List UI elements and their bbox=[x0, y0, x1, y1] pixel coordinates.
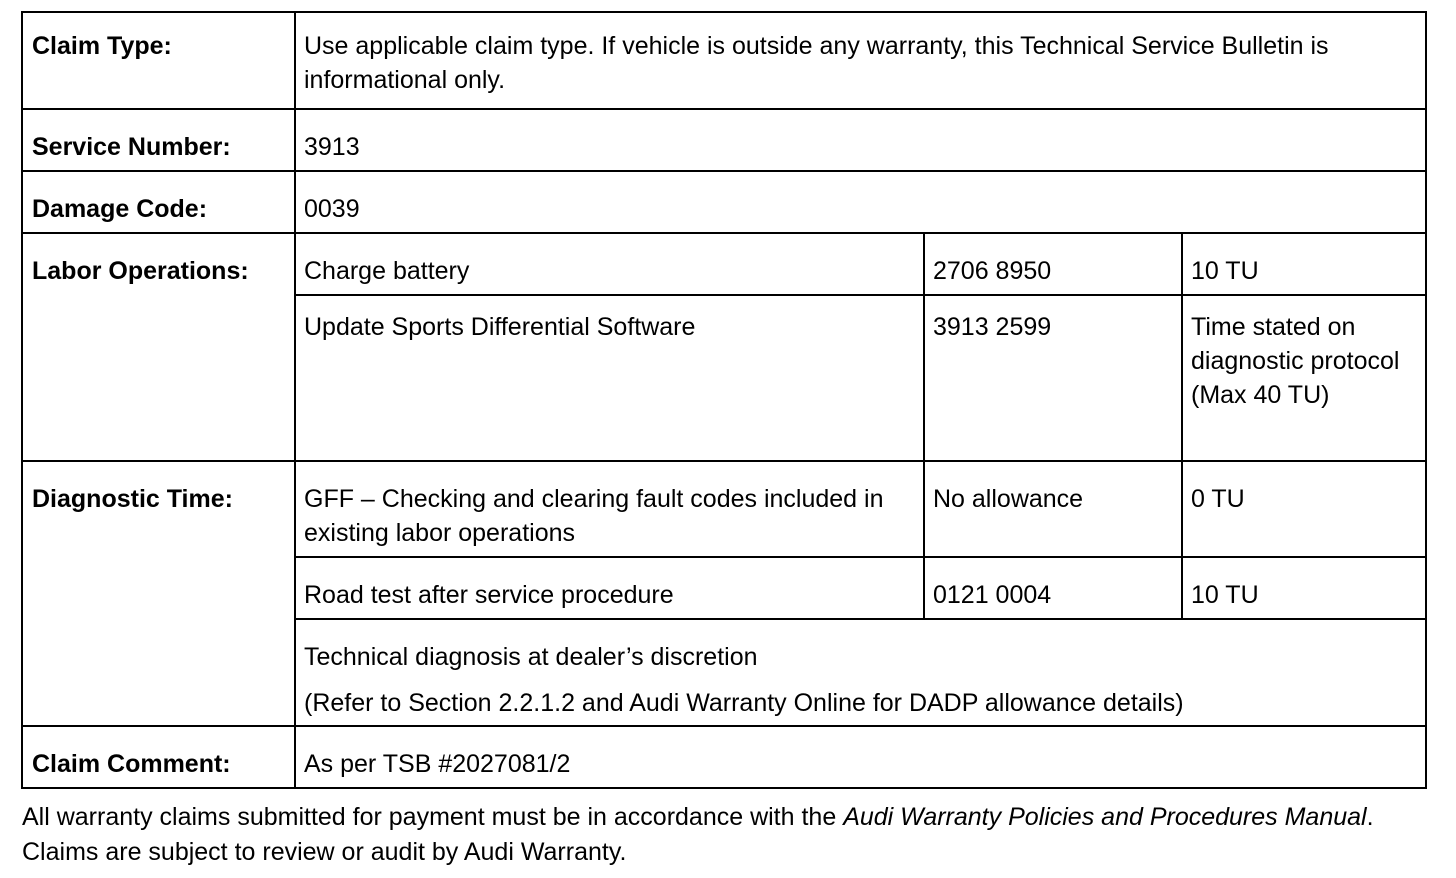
service-number-label: Service Number: bbox=[22, 109, 295, 171]
diagnostic-time-value: 10 TU bbox=[1182, 557, 1426, 619]
claim-comment-value: As per TSB #2027081/2 bbox=[295, 726, 1426, 788]
service-number-row bbox=[22, 109, 1426, 171]
labor-operation-time: 10 TU bbox=[1182, 233, 1426, 295]
claim-type-row bbox=[22, 12, 1426, 109]
warranty-claim-table bbox=[21, 11, 1427, 789]
technical-diagnosis-cell bbox=[295, 619, 1426, 726]
diagnostic-description: Road test after service procedure bbox=[295, 557, 924, 619]
service-number-value: 3913 bbox=[295, 109, 1426, 171]
diagnostic-description: GFF – Checking and clearing fault codes included in existing labor operations bbox=[295, 461, 924, 557]
labor-operation-code: 3913 2599 bbox=[924, 295, 1182, 461]
labor-operation-time: Time stated on diagnostic protocol (Max 40 TU) bbox=[1182, 295, 1426, 461]
labor-operation-description: Update Sports Differential Software bbox=[295, 295, 924, 461]
damage-code-value: 0039 bbox=[295, 171, 1426, 233]
labor-operation-code: 2706 8950 bbox=[924, 233, 1182, 295]
claim-comment-row bbox=[22, 726, 1426, 788]
diagnostic-time-row bbox=[22, 461, 1426, 557]
warranty-footer-note bbox=[22, 800, 1434, 870]
claim-type-label: Claim Type: bbox=[22, 12, 295, 109]
diagnostic-time-value: 0 TU bbox=[1182, 461, 1426, 557]
labor-operation-description: Charge battery bbox=[295, 233, 924, 295]
labor-operations-label: Labor Operations: bbox=[22, 233, 295, 461]
technical-diagnosis-reference: (Refer to Section 2.2.1.2 and Audi Warranty Online for DADP allowance details) bbox=[304, 689, 1184, 717]
claim-type-value: Use applicable claim type. If vehicle is outside any warranty, this Technical Service Bulletin is informational only. bbox=[295, 12, 1426, 109]
labor-operation-row bbox=[22, 233, 1426, 295]
technical-diagnosis-text: Technical diagnosis at dealer’s discretion bbox=[304, 643, 758, 671]
damage-code-row bbox=[22, 171, 1426, 233]
footer-manual-title: Audi Warranty Policies and Procedures Manual bbox=[843, 803, 1367, 831]
diagnostic-code: No allowance bbox=[924, 461, 1182, 557]
diagnostic-time-label: Diagnostic Time: bbox=[22, 461, 295, 726]
claim-comment-label: Claim Comment: bbox=[22, 726, 295, 788]
damage-code-label: Damage Code: bbox=[22, 171, 295, 233]
footer-text-before: All warranty claims submitted for payment must be in accordance with the bbox=[22, 803, 844, 831]
diagnostic-code: 0121 0004 bbox=[924, 557, 1182, 619]
footer-text-after: . Claims are subject to review or audit by Audi Warranty. bbox=[22, 803, 1374, 866]
